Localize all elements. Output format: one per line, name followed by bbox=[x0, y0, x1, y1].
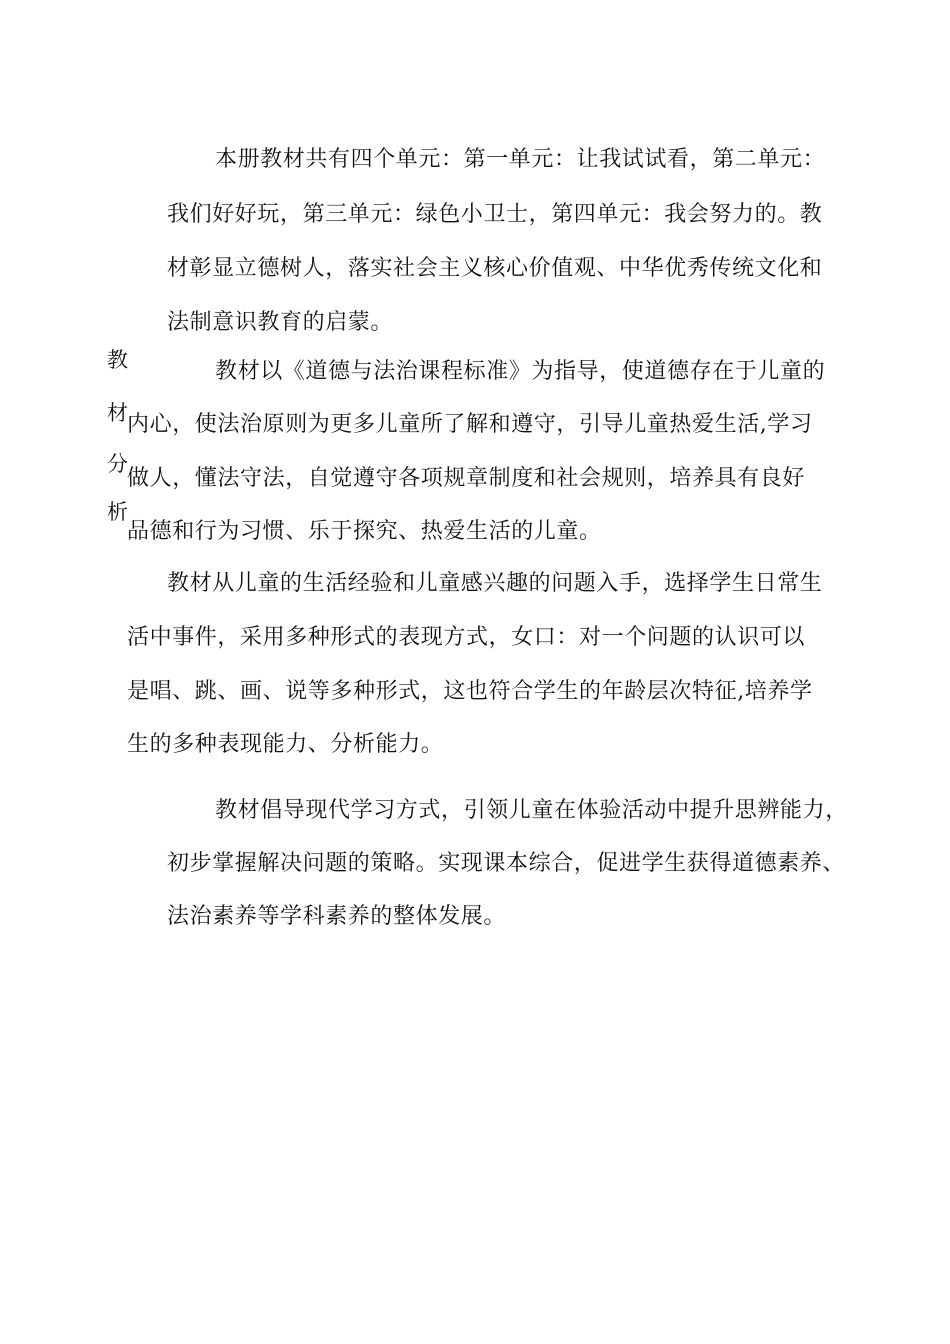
side-label-char: 材 bbox=[107, 401, 128, 425]
text-line: 品德和行为习惯、乐于探究、热爱生活的儿童。 bbox=[127, 519, 602, 544]
text-line: 做人，懂法守法，自觉遵守各项规章制度和社会规则，培养具有良好 bbox=[127, 466, 806, 491]
text-line: 是唱、跳、画、说等多种形式，这也符合学生的年龄层次特征,培养学 bbox=[127, 679, 813, 704]
text-line: 教材以《道德与法治课程标准》为指导，使道德存在于儿童的 bbox=[215, 359, 826, 384]
text-line: 法制意识教育的启蒙。 bbox=[167, 310, 394, 335]
text-line: 本册教材共有四个单元：第一单元：让我试试看，第二单元： bbox=[215, 147, 826, 172]
side-label-char: 析 bbox=[107, 500, 128, 524]
text-line: 活中事件，采用多种形式的表现方式，女口：对一个问题的认识可以 bbox=[127, 625, 806, 650]
text-line: 教材倡导现代学习方式，引领儿童在体验活动中提升思辨能力， bbox=[215, 798, 848, 823]
text-line: 法治素养等学科素养的整体发展。 bbox=[167, 904, 507, 929]
text-line: 生的多种表现能力、分析能力。 bbox=[127, 732, 444, 757]
side-label-char: 分 bbox=[107, 452, 128, 476]
side-label-char: 教 bbox=[107, 348, 128, 372]
text-line: 内心，使法治原则为更多儿童所了解和遵守，引导儿童热爱生活,学习 bbox=[127, 412, 813, 437]
text-line: 初步掌握解决问题的策略。实现课本综合，促进学生获得道德素养、 bbox=[167, 851, 846, 876]
text-line: 材彰显立德树人，落实社会主义核心价值观、中华优秀传统文化和 bbox=[167, 256, 823, 281]
text-line: 教材从儿童的生活经验和儿童感兴趣的问题入手，选择学生日常生 bbox=[167, 571, 823, 596]
text-line: 我们好好玩，第三单元：绿色小卫士，第四单元：我会努力的。教 bbox=[167, 202, 823, 227]
